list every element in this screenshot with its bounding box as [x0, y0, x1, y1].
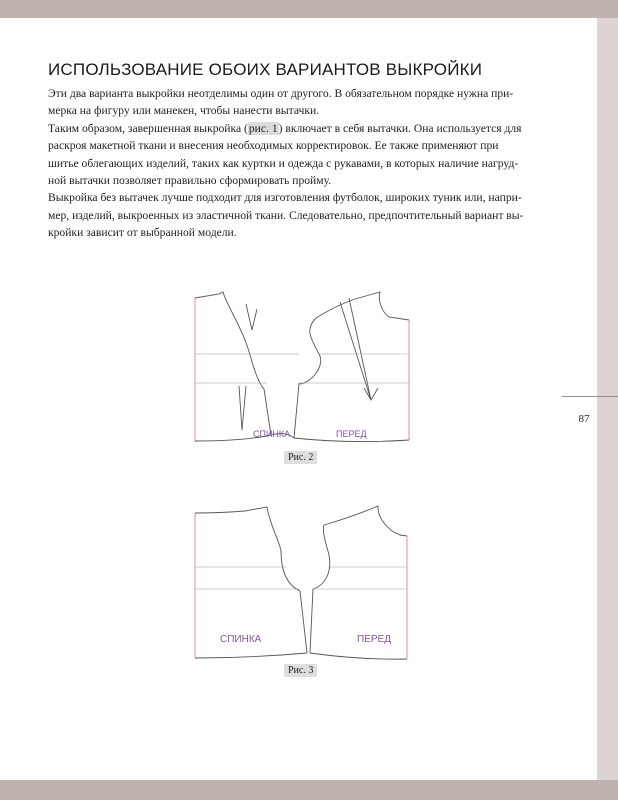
figure-3-caption: Рис. 3	[284, 664, 317, 677]
pattern-drawing-with-darts	[190, 282, 420, 448]
figure-3-back-label: СПИНКА	[220, 634, 262, 645]
top-band	[0, 0, 618, 18]
text-line: мерка на фигуру или манекен, чтобы нанести вытачки.	[48, 104, 320, 118]
figure-3-pattern-without-darts	[190, 503, 420, 663]
figure-reference: рис. 1	[248, 121, 278, 135]
body-text	[48, 85, 554, 242]
text-line: Эти два варианта выкройки неотделимы один от другого. В обязательном порядке нужна при-	[48, 87, 514, 100]
text-line: ной вытачки позволяет правильно сформировать пройму.	[48, 173, 332, 187]
page-number: 87	[578, 413, 590, 425]
figure-2-front-label: ПЕРЕД	[336, 429, 367, 439]
text-line: кройки зависит от выбранной модели.	[48, 226, 237, 240]
text-line: раскроя макетной ткани и внесения необходимых корректировок. Ее также применяют при	[48, 139, 499, 153]
text-line: мер, изделий, выкроенных из эластичной ткани. Следовательно, предпочтительный вариант вы-	[48, 208, 524, 222]
page-number-rule	[562, 396, 618, 397]
figure-3-front-label: ПЕРЕД	[357, 634, 391, 645]
figure-2-back-label: СПИНКА	[253, 429, 291, 439]
text-line	[48, 120, 554, 137]
bottom-band	[0, 780, 618, 800]
text-fragment: ) включает в себя вытачки. Она используется для	[278, 121, 522, 135]
figure-2-caption: Рис. 2	[284, 451, 317, 464]
text-fragment: Таким образом, завершенная выкройка (	[48, 121, 248, 135]
side-margin-strip	[597, 18, 618, 780]
text-line: шитье облегающих изделий, таких как куртки и одежда с рукавами, в которых наличие нагруд-	[48, 156, 519, 170]
text-line: Выкройка без вытачек лучше подходит для изготовления футболок, широких туник или, напри-	[48, 191, 522, 205]
figure-2-pattern-with-darts	[190, 282, 420, 448]
section-heading: ИСПОЛЬЗОВАНИЕ ОБОИХ ВАРИАНТОВ ВЫКРОЙКИ	[48, 60, 483, 79]
